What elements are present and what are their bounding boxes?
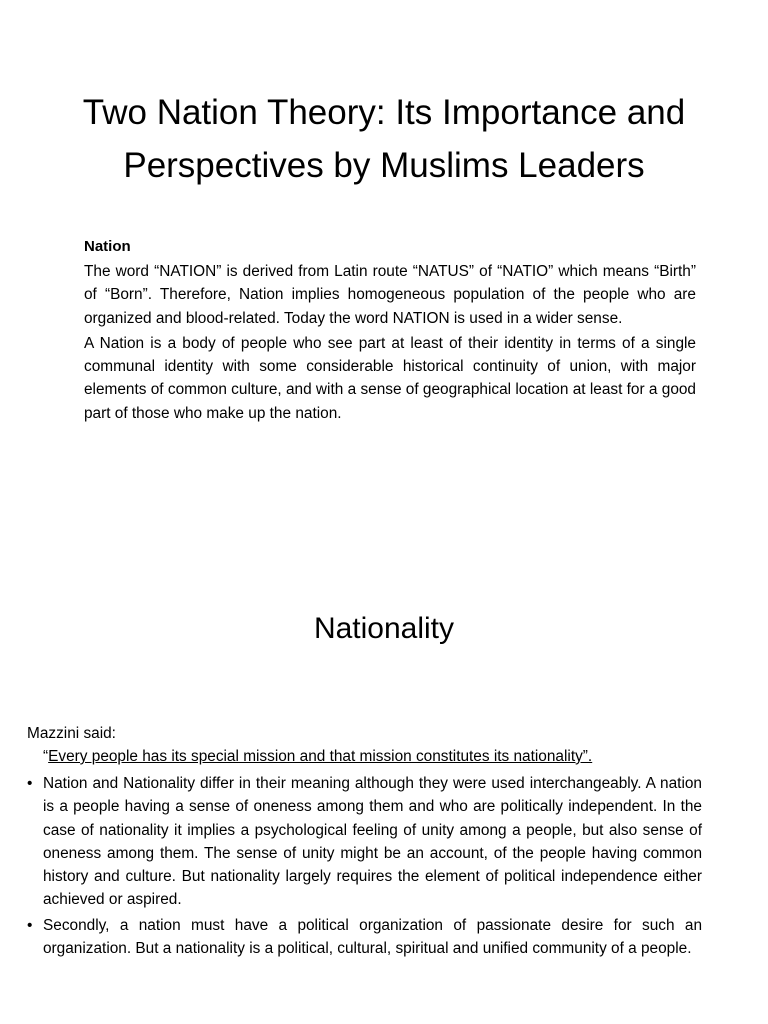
nationality-section bbox=[27, 722, 702, 962]
nation-paragraph-1: The word “NATION” is derived from Latin route “NATUS” of “NATIO” which means “Birth” of “Born”. Therefore, Nation implies homogeneous population of the people who are organized and blood-related. Today the word NATION is used in a wider sense. bbox=[84, 263, 696, 327]
quote bbox=[43, 745, 702, 768]
list-item bbox=[27, 914, 702, 961]
nation-section bbox=[84, 236, 696, 427]
bullet-text: Nation and Nationality differ in their meaning although they were used interchangeably. A nation is a people having a sense of oneness among them and who are politically independent. In the case of nationality it implies a psychological feeling of unity among a people, but also sense of oneness among them. The sense of unity might be an account, of the people having common history and culture. But nationality largely requires the element of political independence either achieved or aspired. bbox=[43, 775, 702, 909]
list-item bbox=[27, 772, 702, 912]
quote-open-mark: “ bbox=[43, 748, 49, 765]
bullet-list bbox=[27, 772, 702, 960]
slide-title: Two Nation Theory: Its Importance and Perspectives by Muslims Leaders bbox=[82, 93, 686, 185]
quote-text: Every people has its special mission and that mission constitutes its nationality”. bbox=[48, 748, 593, 765]
nation-heading: Nation bbox=[84, 238, 131, 255]
quote-speaker: Mazzini said: bbox=[27, 725, 116, 742]
nationality-title: Nationality bbox=[313, 612, 455, 645]
bullet-text: Secondly, a nation must have a political organization of passionate desire for such an organization. But a nationality is a political, cultural, spiritual and unified community of a people. bbox=[43, 916, 702, 958]
bullet-icon: • bbox=[27, 916, 33, 934]
bullet-icon: • bbox=[27, 775, 33, 792]
nation-paragraph-2: A Nation is a body of people who see part at least of their identity in terms of a single communal identity with some considerable historical continuity of union, with major elements of common culture, and with a sense of geographical location at least for a good part of those who make up the nation. bbox=[84, 334, 696, 422]
